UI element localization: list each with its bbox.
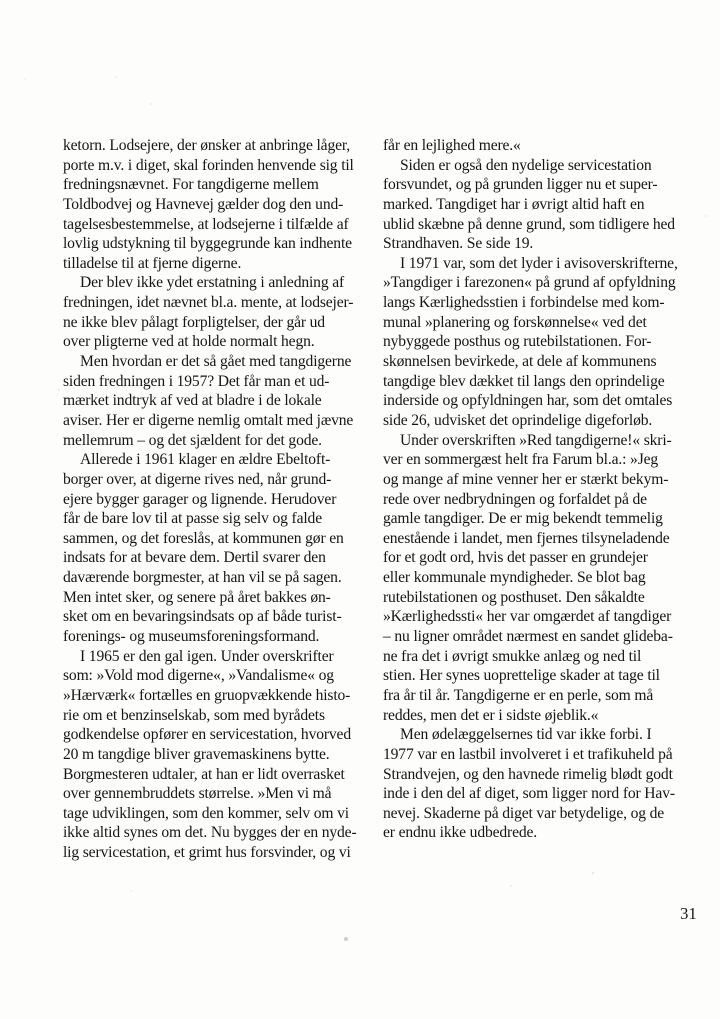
text-line: Borgmesteren udtaler, at han er lidt overrasket — [63, 765, 345, 783]
text-line: tage udviklingen, som den kommer, selv om vi — [63, 804, 349, 822]
text-line: tagelsesbestemmelse, at lodsejerne i tilfælde af — [63, 215, 349, 233]
text-line: side 26, udvisket det oprindelige digeforløb. — [383, 411, 653, 429]
text-line: mærket indtryk af ved at bladre i de lokale — [63, 392, 322, 410]
text-line: over pligterne ved at holde normalt hegn. — [63, 333, 315, 351]
text-line: ne fra det i øvrigt smukke anlæg og ned til — [383, 647, 642, 665]
text-line: Men hvordan er det så gået med tangdigerne — [80, 353, 352, 371]
text-line: lovlig udstykning til byggegrunde kan indhente — [63, 235, 352, 253]
text-line: Under overskriften »Red tangdigerne!« skri- — [400, 431, 672, 449]
text-line: Siden er også den nydelige servicestation — [400, 156, 652, 174]
text-line: 1977 var en lastbil involveret i et trafikuheld på — [383, 745, 673, 763]
text-column-left — [63, 136, 385, 863]
text-line: sammen, og det foreslås, at kommunen gør en — [63, 529, 344, 547]
text-line: borger over, at digerne rives ned, når grund- — [63, 470, 332, 488]
text-line: enestående i landet, men fjernes tilsyneladende — [383, 529, 670, 547]
text-line: munal »planering og forskønnelse« ved det — [383, 313, 647, 331]
text-line: er endnu ikke udbedrede. — [383, 824, 538, 842]
text-line: får de bare lov til at passe sig selv og falde — [63, 510, 322, 528]
text-line: Strandvejen, og den havnede rimelig blødt godt — [383, 765, 673, 783]
text-line: sket om en bevaringsindsats op af både turist- — [63, 608, 342, 626]
text-line: skønnelsen bevirkede, at dele af kommunens — [383, 353, 657, 371]
text-line: aviser. Her er digerne nemlig omtalt med jævne — [63, 411, 354, 429]
text-line: godkendelse opfører en servicestation, hvorved — [63, 726, 351, 744]
text-line: daværende borgmester, at han vil se på sagen. — [63, 569, 342, 587]
text-line: rie om et benzinselskab, som med byrådets — [63, 706, 325, 724]
text-line: Der blev ikke ydet erstatning i anledning af — [80, 274, 345, 292]
text-line: forenings- og museumsforeningsformand. — [63, 628, 320, 646]
text-line: Men intet sker, og senere på året bakkes øn- — [63, 588, 331, 606]
text-line: Allerede i 1961 klager en ældre Ebeltoft- — [80, 451, 331, 469]
text-line: fra år til år. Tangdigerne er en perle, som må — [383, 686, 654, 704]
text-line: Men ødelæggelsernes tid var ikke forbi. I — [400, 726, 652, 744]
text-line: I 1965 er den gal igen. Under overskrifter — [80, 647, 334, 665]
text-line: nybyggede posthus og rutebilstationen. For- — [383, 333, 652, 351]
text-line: rutebilstationen og posthuset. Den såkaldte — [383, 588, 645, 606]
text-line: fredningsnævnet. For tangdigerne mellem — [63, 176, 319, 194]
scan-noise — [0, 0, 2, 2]
text-line: for et godt ord, hvis det passer en grundejer — [383, 549, 648, 567]
text-line: nevej. Skaderne på diget var betydelige, og de — [383, 804, 665, 822]
text-line: mellemrum – og det sjældent for det gode. — [63, 431, 322, 449]
text-line: fredningen, idet nævnet bl.a. mente, at lodsejer- — [63, 294, 354, 312]
text-line: langs Kærlighedsstien i forbindelse med kom- — [383, 294, 665, 312]
text-line: »Tangdiger i farezonen« på grund af opfyldning — [383, 274, 676, 292]
page-number: 31 — [680, 904, 697, 923]
text-column-right — [383, 136, 705, 843]
text-line: inderside og opfyldningen har, som det omtales — [383, 392, 673, 410]
text-line: inde i den del af diget, som ligger nord for Hav- — [383, 785, 675, 803]
text-line: rede over nedbrydningen og forfaldet på de — [383, 490, 647, 508]
text-line: tangdige blev dækket til langs den oprindelige — [383, 372, 665, 390]
text-line: tilladelse til at fjerne digerne. — [63, 254, 242, 272]
text-line: Strandhaven. Se side 19. — [383, 235, 534, 253]
text-line: ne ikke blev pålagt forpligtelser, der går ud — [63, 313, 325, 331]
text-line: reddes, men det er i sidste øjeblik.« — [383, 706, 599, 724]
text-line: – nu ligner området nærmest en sandet glideba- — [383, 628, 673, 646]
text-line: gamle tangdiger. De er mig bekendt temmelig — [383, 510, 663, 528]
text-line: »Hærværk« fortælles en gruopvækkende histo- — [63, 686, 351, 704]
text-line: ver en sommergæst helt fra Farum bl.a.: »Jeg — [383, 451, 659, 469]
text-line: eller kommunale myndigheder. Se blot bag — [383, 569, 646, 587]
text-line: ublid skæbne på denne grund, som tidligere hed — [383, 215, 675, 233]
text-line: forsvundet, og på grunden ligger nu et super- — [383, 176, 658, 194]
text-line: som: »Vold mod digerne«, »Vandalisme« og — [63, 667, 334, 685]
text-line: og mange af mine venner her er stærkt bekym- — [383, 470, 669, 488]
text-line: porte m.v. i diget, skal forinden henvende sig til — [63, 156, 354, 174]
text-line: lig servicestation, et grimt hus forsvinder, og vi — [63, 844, 351, 862]
text-line: Toldbodvej og Havnevej gælder dog den und- — [63, 195, 344, 213]
text-line: ketorn. Lodsejere, der ønsker at anbringe låger, — [63, 137, 351, 154]
text-line: over gennembruddets størrelse. »Men vi må — [63, 785, 332, 803]
text-line: 20 m tangdige bliver gravemaskinens bytte. — [63, 745, 330, 763]
text-line: stien. Her synes uoprettelige skader at tage til — [383, 667, 660, 685]
text-line: ejere bygger garager og lignende. Herudover — [63, 490, 337, 508]
text-line: indsats for at bevare dem. Dertil svarer den — [63, 549, 326, 567]
text-line: marked. Tangdiget har i øvrigt altid haft en — [383, 195, 645, 213]
text-line: får en lejlighed mere.« — [383, 137, 521, 154]
text-line: I 1971 var, som det lyder i avisoverskrifterne, — [400, 254, 678, 272]
text-line: »Kærlighedssti« her var omgærdet af tangdiger — [383, 608, 672, 626]
text-line: ikke altid synes om det. Nu bygges der en nyde- — [63, 824, 357, 842]
text-line: siden fredningen i 1957? Det får man et ud- — [63, 372, 330, 390]
